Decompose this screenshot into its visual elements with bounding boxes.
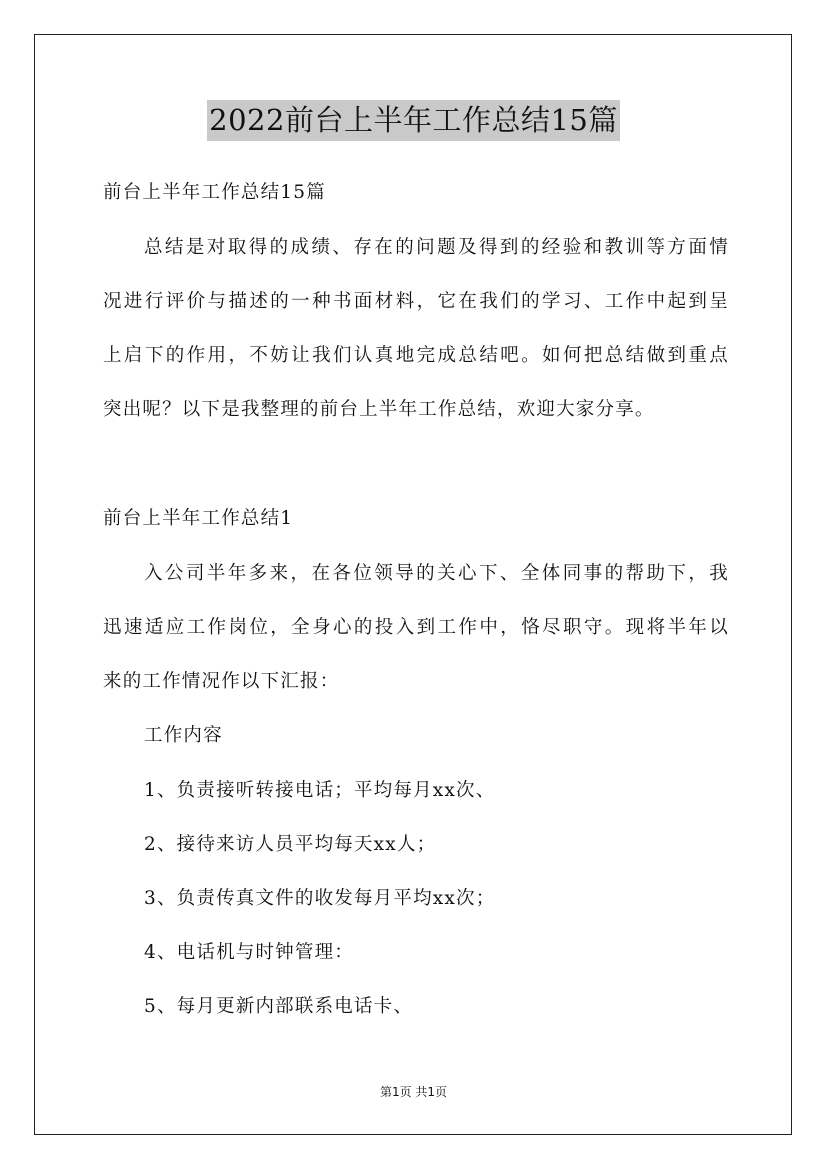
work-item-3: 3、负责传真文件的收发每月平均xx次； [144, 888, 496, 909]
intro-line-4: 突出呢？以下是我整理的前台上半年工作总结，欢迎大家分享。 [103, 399, 655, 420]
intro-line-3: 上启下的作用，不妨让我们认真地完成总结吧。如何把总结做到重点 [103, 345, 729, 366]
section-line-1: 入公司半年多来，在各位领导的关心下、全体同事的帮助下，我 [144, 563, 729, 584]
work-item-2: 2、接待来访人员平均每天xx人； [144, 834, 437, 855]
section-line-3: 来的工作情况作以下汇报： [103, 671, 340, 692]
document-title: 2022前台上半年工作总结15篇 [207, 100, 620, 141]
section-heading: 前台上半年工作总结1 [103, 508, 294, 529]
work-item-1: 1、负责接听转接电话；平均每月xx次、 [144, 780, 496, 801]
intro-line-2: 况进行评价与描述的一种书面材料，它在我们的学习、工作中起到呈 [103, 291, 729, 312]
page-number: 第1页 共1页 [379, 1085, 448, 1099]
section-line-2: 迅速适应工作岗位，全身心的投入到工作中，恪尽职守。现将半年以 [103, 617, 729, 638]
intro-line-1: 总结是对取得的成绩、存在的问题及得到的经验和教训等方面情 [144, 237, 729, 258]
work-item-5: 5、每月更新内部联系电话卡、 [144, 996, 414, 1017]
document-subtitle: 前台上半年工作总结15篇 [103, 182, 326, 203]
title-container [0, 100, 827, 141]
work-heading: 工作内容 [144, 725, 223, 746]
work-item-4: 4、电话机与时钟管理： [144, 942, 354, 963]
